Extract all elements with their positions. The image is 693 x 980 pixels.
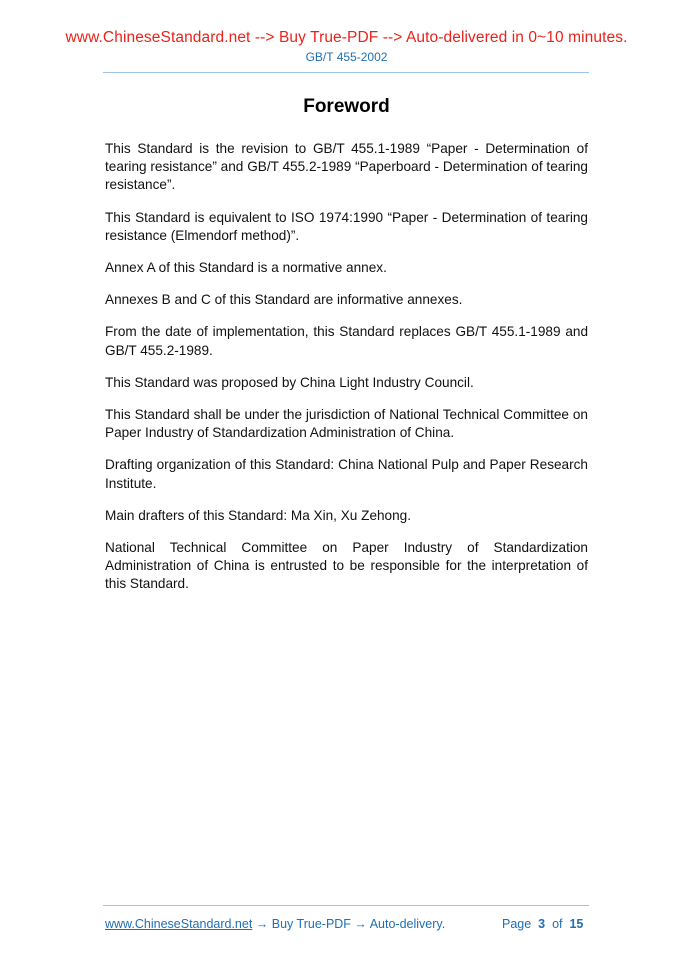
paragraph: Annex A of this Standard is a normative annex.	[105, 260, 387, 276]
footer-divider	[103, 905, 589, 906]
paragraph: Drafting organization of this Standard: China National Pulp and Paper Research Institute.	[105, 457, 588, 491]
top-banner-link[interactable]: www.ChineseStandard.net --> Buy True-PDF --> Auto-delivered in 0~10 minutes.	[65, 29, 628, 46]
document-code: GB/T 455-2002	[305, 50, 388, 64]
paragraph: This Standard is equivalent to ISO 1974:1990 “Paper - Determination of tearing resistance (Elmendorf method)”.	[105, 209, 588, 243]
footer-links	[105, 917, 445, 931]
foreword-body	[105, 140, 588, 608]
paragraph: This Standard is the revision to GB/T 455.1-1989 “Paper - Determination of tearing resistance” and GB/T 455.2-1989 “Paperboard - Determination of tearing resistance”.	[105, 141, 588, 193]
page-indicator	[502, 917, 583, 931]
paragraph: This Standard was proposed by China Light Industry Council.	[105, 374, 474, 390]
paragraph: From the date of implementation, this Standard replaces GB/T 455.1-1989 and GB/T 455.2-1989.	[105, 324, 588, 358]
paragraph: Annexes B and C of this Standard are informative annexes.	[105, 292, 463, 308]
paragraph: National Technical Committee on Paper Industry of Standardization Administration of China is entrusted to be responsible for the interpretation of this Standard.	[105, 540, 588, 592]
footer-site-link[interactable]: www.ChineseStandard.net	[105, 917, 253, 931]
of-label: of	[552, 917, 563, 931]
page-number: 3	[538, 917, 546, 931]
paragraph: Main drafters of this Standard: Ma Xin, Xu Zehong.	[105, 507, 412, 523]
page-label: Page	[502, 917, 532, 931]
header-divider	[103, 72, 589, 73]
page-total: 15	[569, 917, 584, 931]
footer-link-suffix: → Buy True-PDF → Auto-delivery.	[252, 917, 446, 931]
paragraph: This Standard shall be under the jurisdiction of National Technical Committee on Paper Industry of Standardization Administration of China.	[105, 407, 588, 441]
page-title: Foreword	[303, 96, 390, 117]
